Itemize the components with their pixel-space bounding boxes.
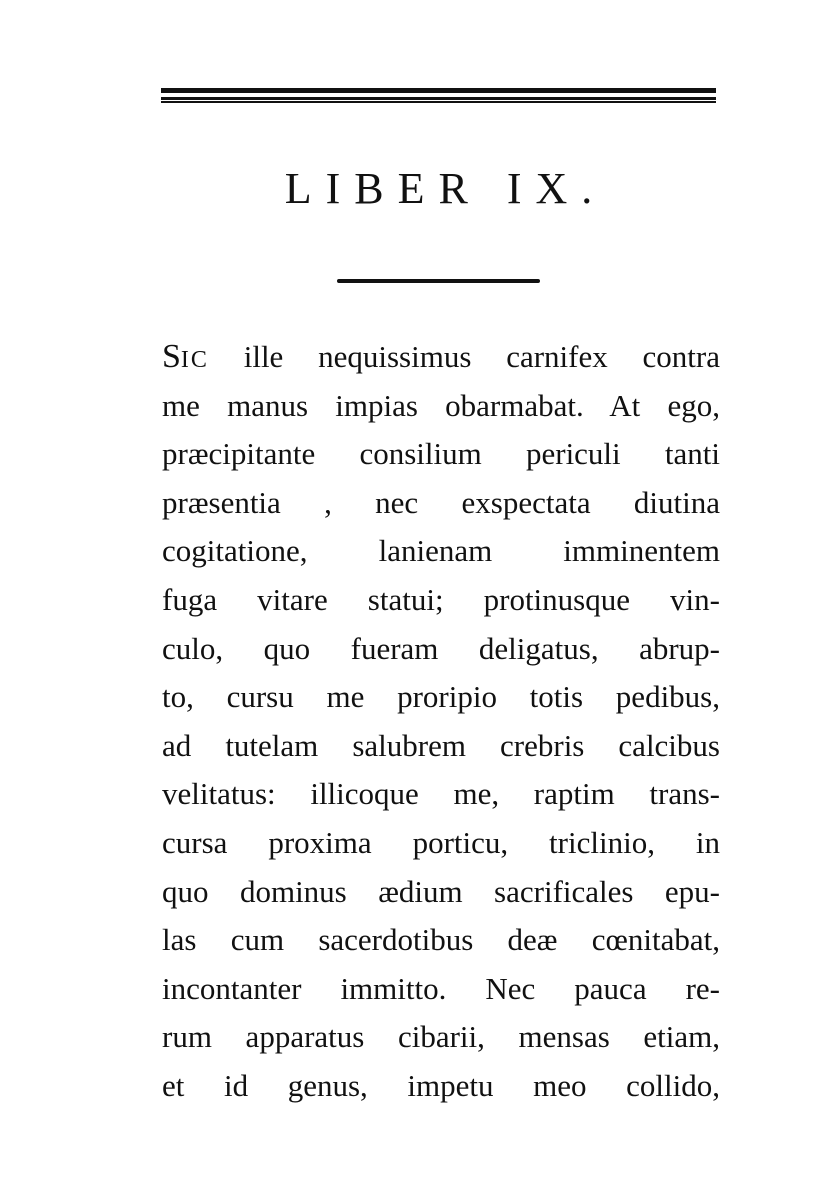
heading-divider [337, 279, 540, 283]
text-line-1 [162, 333, 720, 382]
text-line: to, cursu me proripio totis pedibus, [162, 679, 720, 715]
text-line: me manus impias obarmabat. At ego, [162, 387, 720, 423]
text-line: ad tutelam salubrem crebris calcibus [162, 727, 720, 763]
top-rule-thin-lower [161, 101, 716, 103]
text-line: præcipitante consilium periculi tanti [162, 436, 720, 472]
chapter-heading: LIBER IX. [284, 164, 607, 213]
text-line-1-rest: ille nequissimus carnifex contra [208, 339, 720, 374]
body-text [162, 333, 720, 1111]
text-line: cursa proxima porticu, triclinio, in [162, 824, 720, 860]
top-rule-thin [161, 97, 716, 100]
text-line: rum apparatus cibarii, mensas etiam, [162, 1019, 720, 1055]
text-line: culo, quo fueram deligatus, abrup- [162, 630, 720, 666]
text-line: incontanter immitto. Nec pauca re- [162, 970, 720, 1006]
initial-letter: S [162, 338, 181, 375]
text-line: præsentia , nec exspectata diutina [162, 484, 720, 520]
text-line: cogitatione, lanienam imminentem [162, 533, 720, 569]
first-word-smallcaps: IC [180, 347, 209, 373]
text-line: et id genus, impetu meo collido, [162, 1067, 720, 1103]
top-rule-thick [161, 88, 716, 93]
text-line: las cum sacerdotibus deæ cœnitabat, [162, 922, 720, 958]
text-line: fuga vitare statui; protinusque vin- [162, 581, 720, 617]
text-line: velitatus: illicoque me, raptim trans- [162, 776, 720, 812]
top-double-rule [161, 88, 716, 104]
text-line: quo dominus ædium sacrificales epu- [162, 873, 720, 909]
